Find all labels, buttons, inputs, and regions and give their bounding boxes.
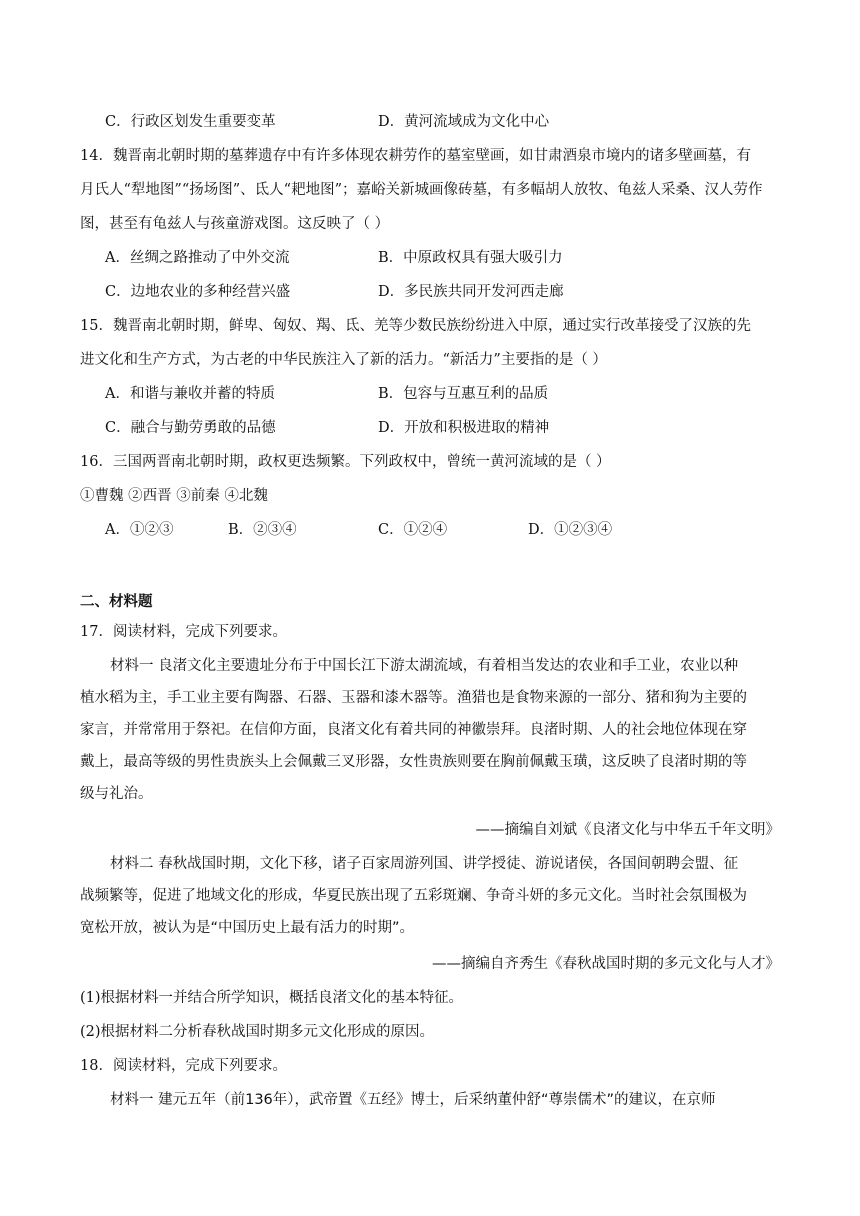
q17-requirement1: (1)根据材料一并结合所学知识，概括良渚文化的基本特征。: [80, 990, 464, 1006]
q16-option-c: C．①②④: [378, 522, 448, 538]
q15-option-a: A．和谐与兼收并蓄的特质: [105, 386, 275, 402]
q17-material1-line5: 级与礼治。: [80, 786, 153, 802]
q16-option-d: D．①②③④: [528, 522, 613, 538]
q16-items: ①曹魏 ②西晋 ③前秦 ④北魏: [80, 488, 268, 504]
q17-material2-source: ——摘编自齐秀生《春秋战国时期的多元文化与人才》: [432, 956, 780, 972]
q16-option-b: B．②③④: [228, 522, 297, 538]
q14-stem-line3: 图，甚至有龟兹人与孩童游戏图。这反映了（ ）: [80, 216, 390, 232]
q15-stem-line1: 15．魏晋南北朝时期，鲜卑、匈奴、羯、氐、羌等少数民族纷纷进入中原，通过实行改革接受了汉族的先: [80, 318, 751, 334]
q15-option-c: C．融合与勤劳勇敢的品德: [105, 420, 276, 436]
q15-stem-line2: 进文化和生产方式，为古老的中华民族注入了新的活力。“新活力”主要指的是（ ）: [80, 352, 607, 368]
q17-material2-line1: 材料二 春秋战国时期，文化下移，诸子百家周游列国、讲学授徒、游说诸侯，各国间朝聘会盟、征: [110, 856, 739, 872]
q14-option-a: A．丝绸之路推动了中外交流: [105, 250, 290, 266]
q17-material1-line2: 植水稻为主，手工业主要有陶器、石器、玉器和漆木器等。渔猎也是食物来源的一部分、猪和狗为主要的: [80, 690, 747, 706]
q13-option-d: D．黄河流域成为文化中心: [378, 114, 550, 130]
q16-option-a: A．①②③: [105, 522, 174, 538]
q14-stem-line2: 月氏人“犁地图”“扬场图”、氐人“耙地图”；嘉峪关新城画像砖墓，有多幅胡人放牧、龟兹人采桑、汉人劳作: [80, 182, 763, 198]
q17-material2-line2: 战频繁等，促进了地域文化的形成，华夏民族出现了五彩斑斓、争奇斗妍的多元文化。当时社会氛围极为: [80, 888, 747, 904]
q17-material1-line4: 戴上，最高等级的男性贵族头上会佩戴三叉形器，女性贵族则要在胸前佩戴玉璜，这反映了良渚时期的等: [80, 754, 747, 770]
q17-material1-line1: 材料一 良渚文化主要遗址分布于中国长江下游太湖流域，有着相当发达的农业和手工业，农业以种: [110, 658, 739, 674]
q18-stem: 18．阅读材料，完成下列要求。: [80, 1058, 287, 1074]
q14-option-b: B．中原政权具有强大吸引力: [378, 250, 563, 266]
q17-material1-line3: 家言，并常常用于祭祀。在信仰方面，良渚文化有着共同的神徽崇拜。良渚时期、人的社会地位体现在穿: [80, 722, 747, 738]
q15-option-d: D．开放和积极进取的精神: [378, 420, 550, 436]
q14-option-c: C．边地农业的多种经营兴盛: [105, 284, 291, 300]
q17-material2-line3: 宽松开放，被认为是“中国历史上最有活力的时期”。: [80, 920, 415, 936]
q18-material1-line1: 材料一 建元五年（前136年），武帝置《五经》博士，后采纳董仲舒“尊崇儒术”的建议，在京师: [110, 1092, 716, 1108]
q17-stem: 17．阅读材料，完成下列要求。: [80, 624, 287, 640]
q17-requirement2: (2)根据材料二分析春秋战国时期多元文化形成的原因。: [80, 1024, 435, 1040]
q13-option-c: C．行政区划发生重要变革: [105, 114, 276, 130]
section-title: 二、材料题: [80, 594, 153, 610]
q14-option-d: D．多民族共同开发河西走廊: [378, 284, 564, 300]
q17-material1-source: ——摘编自刘斌《良渚文化与中华五千年文明》: [475, 822, 780, 838]
q15-option-b: B．包容与互惠互利的品质: [378, 386, 549, 402]
q16-stem: 16．三国两晋南北朝时期，政权更迭频繁。下列政权中，曾统一黄河流域的是（ ）: [80, 454, 611, 470]
q14-stem-line1: 14．魏晋南北朝时期的墓葬遗存中有许多体现农耕劳作的墓室壁画，如甘肃酒泉市境内的诸多壁画墓，有: [80, 148, 751, 164]
